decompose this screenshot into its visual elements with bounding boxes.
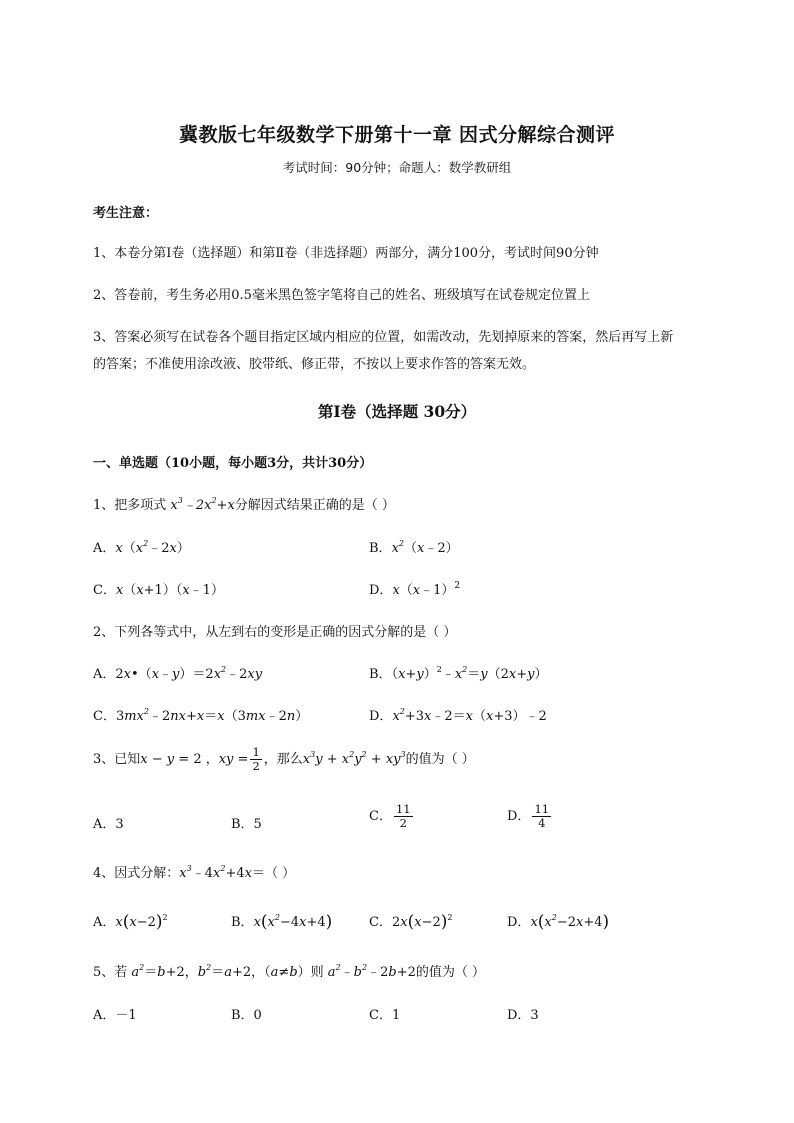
q4-option-c-label: C．: [369, 915, 392, 930]
question-3: 3、已知x − y = 2 ，xy = $\frac{1}{2}$ ，那么$x^3y + x^2y^2 + xy^3$的值为（ ）: [93, 745, 475, 773]
q1-option-a[interactable]: A．$x(x^2﹣2x)$: [93, 539, 190, 556]
q3-option-d-label: D．: [507, 809, 531, 824]
q1-option-a-label: A．: [93, 541, 116, 556]
exam-title: 冀教版七年级数学下册第十一章 因式分解综合测评: [178, 124, 616, 146]
notice-item-3: 3、答案必须写在试卷各个题目指定区域内相应的位置，如需改动，先划掉原来的答案，然后再写上新: [93, 330, 674, 345]
q1-option-d-label: D．: [369, 583, 393, 598]
q3-suffix: 的值为（ ）: [405, 752, 475, 767]
q3-option-c[interactable]: [369, 803, 415, 830]
q3-mid: ，那么: [263, 752, 303, 767]
q1-option-c-label: C．: [93, 583, 116, 598]
q3-prefix: 3、已知: [93, 752, 141, 767]
q3-option-c-fraction: $\frac{11}{2}$: [395, 802, 411, 830]
q1-option-b-label: B．: [369, 541, 392, 556]
q4-prefix: 4、因式分解：: [93, 866, 180, 881]
notice-item-2: 2、答卷前，考生务必用0.5毫米黑色签字笔将自己的姓名、班级填写在试卷规定位置上: [93, 288, 590, 303]
q5-option-b[interactable]: B．0: [231, 1008, 262, 1023]
q3-option-d[interactable]: [507, 803, 553, 830]
q4-suffix: （ ）: [264, 866, 296, 881]
q2-option-c-label: C．: [93, 709, 116, 724]
q5-suffix: 的值为（ ）: [415, 965, 486, 980]
q4-option-a[interactable]: A．$x(x-2)^2$: [93, 912, 168, 932]
q4-option-b[interactable]: B．$x(x^2-4x+4)$: [231, 912, 333, 932]
q1-expression: $x^3﹣2x^2+x$: [170, 496, 235, 513]
question-2: 2、下列各等式中，从左到右的变形是正确的因式分解的是（ ）: [93, 625, 457, 640]
q4-option-d[interactable]: D．$x(x^2-2x+4)$: [507, 912, 610, 932]
q1-option-b[interactable]: B．$x^2(x﹣2)$: [369, 539, 459, 556]
q1-option-c[interactable]: C．x（x+1）（x﹣1）: [93, 583, 224, 598]
q5-option-d[interactable]: D．3: [507, 1008, 539, 1023]
notice-item-1: 1、本卷分第I卷（选择题）和第Ⅱ卷（非选择题）两部分，满分100分，考试时间90分钟: [93, 246, 599, 261]
question-1: [93, 494, 395, 513]
q1-suffix: 分解因式结果正确的是（ ）: [234, 498, 395, 513]
notice-heading: 考生注意：: [93, 206, 159, 221]
q1-prefix: 1、把多项式: [93, 498, 171, 513]
q3-option-c-label: C．: [369, 809, 392, 824]
part1-heading: 第I卷（选择题 30分）: [317, 402, 477, 421]
q4-option-b-label: B．: [231, 915, 254, 930]
q2-option-d[interactable]: D．$x^2+3x﹣2=x(x+3)﹣2$: [369, 707, 547, 724]
question-4: 4、因式分解：$x^3﹣4x^2+4x=$（ ）: [93, 864, 296, 881]
question-5: 5、若 $a^2=b+2$，$b^2=a+2$，（a≠b）则 $a^2﹣b^2﹣2b+2$的值为（ ）: [93, 963, 486, 980]
q4-option-c[interactable]: C．$2x(x-2)^2$: [369, 912, 453, 932]
q3-option-b[interactable]: B．5: [231, 817, 262, 832]
q2-option-a[interactable]: A．$2x•(x﹣y)=2x^2﹣2xy$: [93, 665, 263, 682]
q5-option-c[interactable]: C．1: [369, 1008, 401, 1023]
q5-prefix: 5、若: [93, 965, 132, 980]
section-single-choice: 一、单选题（10小题，每小题3分，共计30分）: [93, 456, 373, 471]
q3-option-d-fraction: $\frac{11}{4}$: [534, 802, 550, 830]
q3-xy-fraction: $\frac{1}{2}$: [252, 745, 260, 773]
q2-option-c[interactable]: C．$3mx^2﹣2nx+x=x(3mx﹣2n)$: [93, 707, 309, 724]
q2-option-b-label: B．: [369, 667, 392, 682]
q3-option-a[interactable]: A．3: [93, 817, 124, 832]
q4-option-a-label: A．: [93, 915, 116, 930]
q2-option-a-label: A．: [93, 667, 116, 682]
exam-subtitle: 考试时间：90分钟；命题人：数学教研组: [282, 160, 512, 175]
q4-option-d-label: D．: [507, 915, 531, 930]
q5-option-a[interactable]: A．－1: [93, 1008, 137, 1023]
q2-option-d-label: D．: [369, 709, 393, 724]
q2-option-b[interactable]: B．$(x+y)^2﹣x^2=y(2x+y)$: [369, 665, 548, 682]
q1-option-d[interactable]: D．x（x﹣1）$^2$: [369, 581, 461, 598]
notice-item-3-cont: 的答案；不准使用涂改液、胶带纸、修正带，不按以上要求作答的答案无效。: [93, 357, 536, 372]
